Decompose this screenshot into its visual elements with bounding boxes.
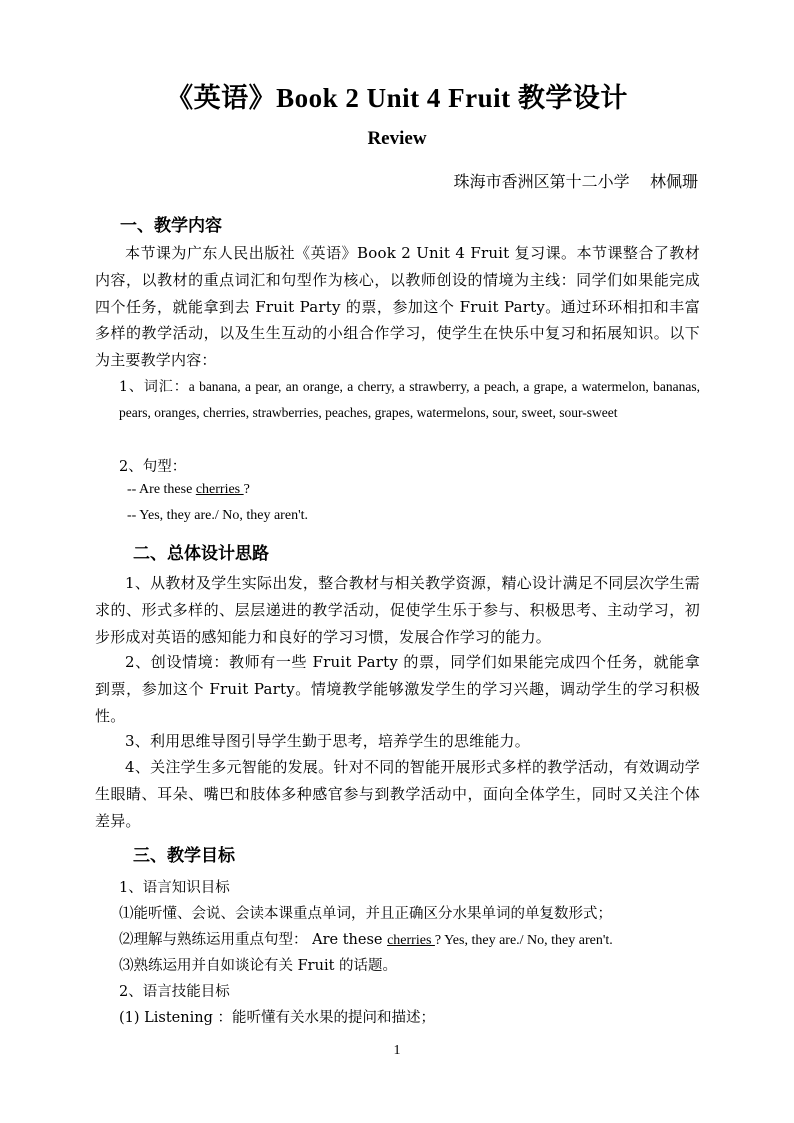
question-underlined-word: cherries bbox=[195, 482, 244, 497]
section1-paragraph: 本节课为广东人民出版社《英语》Book 2 Unit 4 Fruit 复习课。本节课整合了教材内容，以教材的重点词汇和句型作为核心，以教师创设的情境为主线：同学们如果能完成四个任务，就能拿到去 Fruit Party 的票，参加这个 Fruit Party。通过环环相扣和丰富多样的教学活动，以及生生互动的小组合作学习，使学生在快乐中复习和拓展知识。以下为主要教学内容： bbox=[95, 244, 700, 370]
vocabulary-block bbox=[119, 374, 700, 426]
objective-language-skills: 2、语言技能目标 bbox=[119, 984, 230, 1000]
vocabulary-label: 1、词汇： bbox=[119, 379, 189, 395]
sentence-answer: -- Yes, they are./ No, they aren't. bbox=[127, 508, 308, 523]
document-title: 《英语》Book 2 Unit 4 Fruit 教学设计 bbox=[166, 83, 628, 113]
sentence-patterns-label: 2、句型： bbox=[119, 459, 187, 475]
author-line: 珠海市香洲区第十二小学 林佩珊 bbox=[453, 172, 698, 191]
section2-point-3: 3、利用思维导图引导学生勤于思考，培养学生的思维能力。 bbox=[125, 732, 530, 750]
section-heading-teaching-objectives: 三、教学目标 bbox=[133, 846, 235, 866]
objective-item-2-suffix: ? Yes, they are./ No, they aren't. bbox=[434, 933, 613, 948]
objective-language-knowledge: 1、语言知识目标 bbox=[119, 880, 230, 896]
sentence-question bbox=[127, 482, 250, 498]
objective-item-2 bbox=[119, 928, 613, 949]
section2-point-2: 2、创设情境：教师有一些 Fruit Party 的票，同学们如果能完成四个任务，就能拿到票，参加这个 Fruit Party。情境教学能够激发学生的学习兴趣，调动学生的学习积极性。 bbox=[95, 653, 700, 725]
section-heading-design-idea: 二、总体设计思路 bbox=[133, 544, 269, 564]
objective-item-1: ⑴能听懂、会说、会读本课重点单词，并且正确区分水果单词的单复数形式； bbox=[119, 906, 612, 922]
question-prefix: -- Are these bbox=[127, 482, 196, 497]
page-number: 1 bbox=[393, 1043, 401, 1058]
objective-item-3: ⑶熟练运用并自如谈论有关 Fruit 的话题。 bbox=[119, 958, 398, 974]
objective-item-2-underlined-word: cherries bbox=[387, 933, 435, 948]
section-heading-teaching-content: 一、教学内容 bbox=[120, 216, 222, 236]
section2-point-4: 4、关注学生多元智能的发展。针对不同的智能开展形式多样的教学活动，有效调动学生眼睛、耳朵、嘴巴和肢体多种感官参与到教学活动中，面向全体学生，同时又关注个体差异。 bbox=[95, 758, 700, 830]
section2-point-1: 1、从教材及学生实际出发，整合教材与相关教学资源，精心设计满足不同层次学生需求的、形式多样的、层层递进的教学活动，促使学生乐于参与、积极思考、主动学习，初步形成对英语的感知能力和良好的学习习惯，发展合作学习的能力。 bbox=[95, 574, 700, 646]
question-suffix: ? bbox=[243, 482, 250, 497]
document-subtitle: Review bbox=[367, 128, 427, 149]
vocabulary-words: a banana, a pear, an orange, a cherry, a strawberry, a peach, a grape, a watermelon, bananas, pears, oranges, cherries, strawberries, peaches, grapes, watermelons, sour, sweet, sour-sweet bbox=[119, 379, 700, 420]
objective-item-2-prefix: ⑵理解与熟练运用重点句型： Are these bbox=[119, 932, 388, 948]
objective-listening: (1) Listening ：能听懂有关水果的提问和描述； bbox=[119, 1010, 435, 1026]
